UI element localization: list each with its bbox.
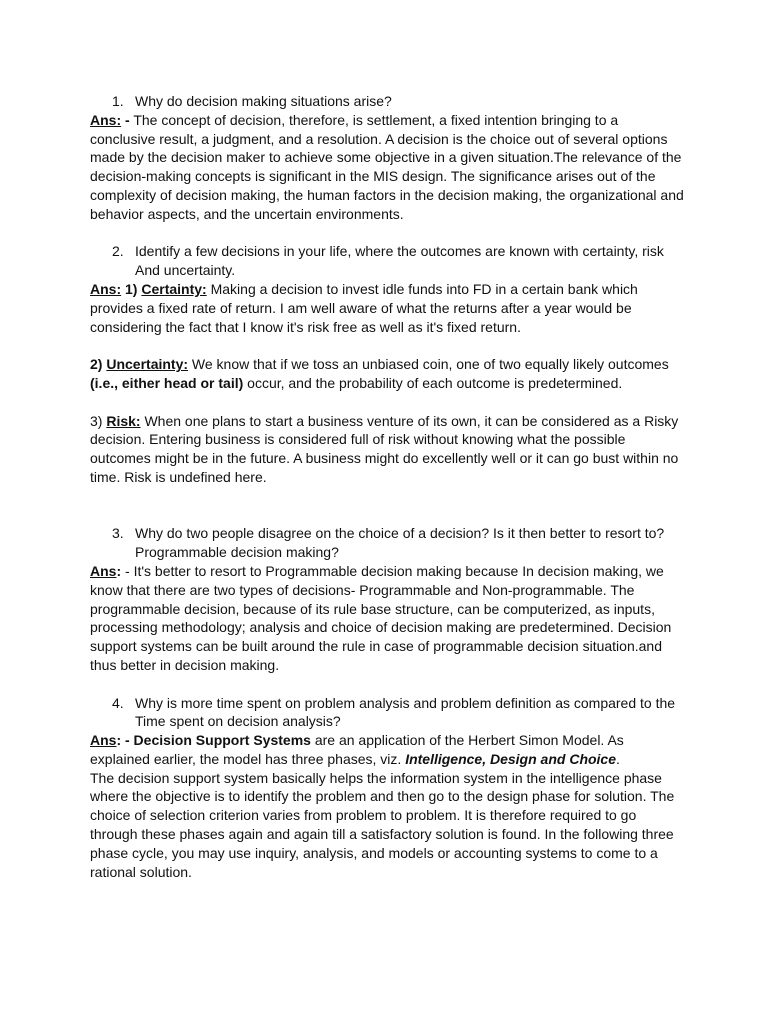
uncertainty-text: We know that if we toss an unbiased coin, one of two equally likely outcomes [188, 356, 669, 373]
answer-1-line-5: complexity of decision making, the human factors in the decision making, the organizational and [90, 186, 684, 203]
answer-1-line-4: decision-making concepts is significant in the MIS design. The significance arises out of the [90, 168, 656, 185]
answer-1-line-1 [90, 111, 690, 130]
uncertainty-number: 2) [90, 356, 107, 373]
uncertainty-line-2 [90, 374, 690, 393]
question-1-number: 1. [112, 93, 124, 109]
answer-4-line-7: phase cycle, you may use inquiry, analysis, and models or accounting systems to come to a [90, 844, 658, 861]
answer-4-line-6: through these phases again and again till a satisfactory solution is found. In the following three [90, 826, 674, 843]
question-4-text-line-1: Why is more time spent on problem analysis and problem definition as compared to the [135, 694, 676, 711]
question-3 [90, 524, 690, 543]
document-page [90, 92, 690, 881]
answer-4-heading: : - Decision Support Systems [116, 732, 311, 749]
answer-4-period: . [616, 750, 620, 767]
question-2-number: 2. [112, 243, 124, 260]
uncertainty-line-1 [90, 355, 690, 374]
answer-3-label: Ans [90, 562, 117, 579]
answer-3-line-2: know that there are two types of decisions- Programmable and Non-programmable. The [90, 581, 635, 598]
question-4-text-line-2: Time spent on decision analysis? [135, 713, 341, 730]
uncertainty-heading: Uncertainty: [106, 356, 189, 373]
answer-2-certainty-line-1 [90, 280, 690, 299]
risk-number: 3) [90, 412, 107, 429]
answer-2-certainty-line-3: considering the fact that I know it's risk free as well as it's fixed return. [90, 318, 521, 335]
answer-4-line-1 [90, 731, 690, 750]
answer-4-phases-intro: explained earlier, the model has three phases, viz. [90, 750, 406, 767]
answer-3-line-5: support systems can be built around the rule in case of programmable decision situation.and [90, 638, 662, 655]
answer-3-line-3: programmable decision, because of its rule base structure, can be computerized, as inputs, [90, 600, 655, 617]
answer-4-line-5: choice of selection criterion varies from problem to problem. It is therefore required to go [90, 807, 637, 824]
uncertainty-bold-phrase: (i.e., either head or tail) [90, 374, 244, 391]
answer-3-line-1 [90, 562, 690, 581]
question-4 [90, 694, 690, 713]
question-3-number: 3. [112, 525, 124, 542]
question-2-text-line-2: And uncertainty. [135, 262, 236, 279]
risk-line-1 [90, 412, 690, 431]
answer-1-line-6: behavior aspects, and the uncertain environments. [90, 205, 404, 222]
certainty-number: 1) [121, 280, 142, 297]
question-4-number: 4. [112, 694, 124, 711]
risk-text: When one plans to start a business venture of its own, it can be considered as a Risky [140, 412, 679, 429]
answer-1-dash: - [121, 111, 130, 128]
answer-1-text: The concept of decision, therefore, is settlement, a fixed intention bringing to a [129, 111, 619, 128]
question-2 [90, 242, 690, 261]
question-1-text: Why do decision making situations arise? [135, 93, 392, 109]
answer-4-line-4: where the objective is to identify the problem and then go to the design phase for solution. The [90, 788, 675, 805]
answer-4-line-3: The decision support system basically helps the information system in the intelligence phase [90, 769, 662, 786]
certainty-heading: Certainty: [141, 280, 207, 297]
answer-2-label: Ans: [90, 280, 122, 297]
question-3-text-line-2: Programmable decision making? [135, 544, 339, 561]
question-2-text-line-1: Identify a few decisions in your life, where the outcomes are known with certainty, risk [135, 243, 664, 260]
risk-line-4: time. Risk is undefined here. [90, 468, 267, 485]
risk-line-3: outcomes might be in the future. A business might do excellently well or it can go bust within no [90, 450, 679, 467]
answer-2-certainty-line-2: provides a fixed rate of return. I am well aware of what the returns after a year would be [90, 299, 632, 316]
answer-4-line-8: rational solution. [90, 863, 192, 880]
answer-1-line-2: conclusive result, a judgment, and a resolution. A decision is the choice out of several options [90, 130, 668, 147]
risk-heading: Risk: [106, 412, 141, 429]
answer-4-text: are an application of the Herbert Simon Model. As [310, 732, 624, 749]
certainty-text: Making a decision to invest idle funds into FD in a certain bank which [206, 280, 638, 297]
answer-4-label: Ans [90, 732, 117, 749]
answer-1-line-3: made by the decision maker to achieve some objective in a given situation.The relevance of the [90, 149, 682, 166]
answer-3-line-6: thus better in decision making. [90, 656, 280, 673]
answer-4-line-2 [90, 750, 690, 769]
risk-line-2: decision. Entering business is considered full of risk without knowing what the possible [90, 431, 626, 448]
answer-3-colon: : [116, 562, 122, 579]
answer-4-phases: Intelligence, Design and Choice [405, 750, 617, 767]
answer-3-text: - It's better to resort to Programmable decision making because In decision making, we [121, 562, 664, 579]
question-3-text-line-1: Why do two people disagree on the choice of a decision? Is it then better to resort to? [135, 525, 665, 542]
uncertainty-text-rest: occur, and the probability of each outcome is predetermined. [243, 374, 623, 391]
question-1 [90, 92, 690, 111]
answer-3-line-4: processing methodology; analysis and choice of decision making are predetermined. Decision [90, 619, 672, 636]
answer-1-label: Ans: [90, 111, 122, 128]
